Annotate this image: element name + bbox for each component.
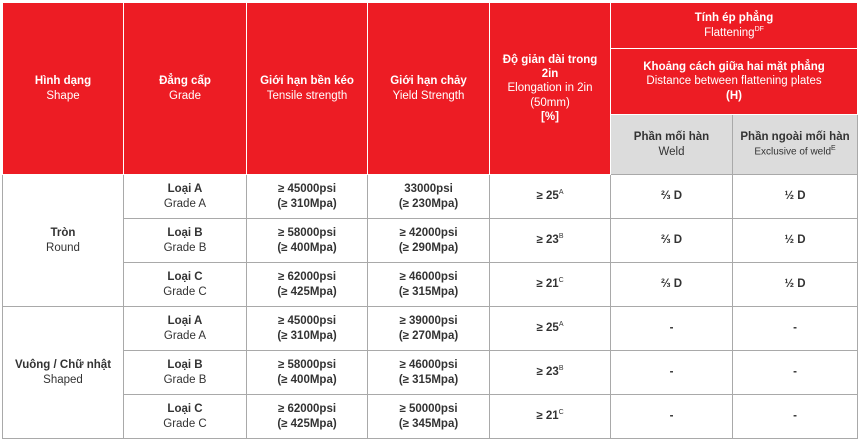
yield-cell — [368, 175, 490, 219]
header-exclusive-en: Exclusive of weld — [754, 146, 832, 158]
elongation-sup: C — [558, 277, 564, 285]
table-row — [3, 307, 858, 351]
yield-cell — [368, 395, 490, 439]
yield-mpa: (≥ 290Mpa) — [398, 241, 459, 254]
grade-vi: Loại A — [167, 315, 203, 328]
header-distance-unit: (H) — [726, 89, 742, 102]
header-elongation-unit: [%] — [541, 111, 559, 124]
table-row — [3, 175, 858, 219]
weld-cell — [611, 351, 733, 395]
tensile-psi: ≥ 45000psi — [277, 315, 337, 328]
tensile-psi: ≥ 58000psi — [277, 359, 337, 372]
elongation-sup: C — [558, 409, 564, 417]
tensile-cell — [247, 175, 368, 219]
tensile-cell — [247, 351, 368, 395]
grade-cell — [124, 219, 247, 263]
exclusive-value: - — [793, 410, 797, 423]
header-yield-vi: Giới hạn chảy — [390, 75, 467, 88]
shape-vi: Vuông / Chữ nhật — [14, 359, 112, 372]
header-distance-vi: Khoảng cách giữa hai mặt phẳng — [643, 60, 825, 73]
header-distance — [611, 49, 858, 115]
weld-cell — [611, 395, 733, 439]
exclusive-cell — [733, 351, 858, 395]
grade-cell — [124, 175, 247, 219]
grade-vi: Loại B — [167, 359, 203, 372]
elongation-cell — [490, 351, 611, 395]
header-tensile-vi: Giới hạn bền kéo — [260, 75, 354, 88]
header-exclusive — [733, 115, 858, 175]
header-grade-en: Grade — [169, 89, 201, 102]
exclusive-value: - — [793, 322, 797, 335]
weld-value: - — [669, 366, 674, 379]
elongation-value: ≥ 25 — [536, 322, 559, 335]
tensile-mpa: (≥ 400Mpa) — [277, 373, 337, 386]
weld-value: ⅔ D — [660, 190, 683, 203]
grade-cell — [124, 351, 247, 395]
shape-vi: Tròn — [50, 227, 76, 240]
tensile-psi: ≥ 45000psi — [277, 183, 337, 196]
tensile-psi: ≥ 58000psi — [277, 227, 337, 240]
exclusive-cell — [733, 263, 858, 307]
weld-value: ⅔ D — [660, 278, 683, 291]
shape-cell — [3, 307, 124, 439]
header-elongation-vi: Độ giản dài trong 2in — [502, 53, 598, 80]
tensile-cell — [247, 395, 368, 439]
elongation-sup: A — [558, 321, 564, 329]
grade-en: Grade A — [163, 329, 207, 342]
header-weld-en: Weld — [658, 145, 685, 158]
tensile-mpa: (≥ 425Mpa) — [277, 285, 337, 298]
header-shape-en: Shape — [46, 89, 80, 102]
header-elongation — [490, 3, 611, 175]
table-row — [3, 395, 858, 439]
elongation-cell — [490, 175, 611, 219]
elongation-value: ≥ 21 — [536, 278, 559, 291]
tensile-cell — [247, 219, 368, 263]
grade-vi: Loại C — [167, 271, 203, 284]
yield-cell — [368, 219, 490, 263]
header-exclusive-sup: E — [831, 144, 836, 152]
yield-mpa: (≥ 270Mpa) — [398, 329, 459, 342]
elongation-sup: B — [558, 365, 564, 373]
yield-mpa: (≥ 315Mpa) — [398, 285, 459, 298]
shape-cell — [3, 175, 124, 307]
header-yield — [368, 3, 490, 175]
tensile-psi: ≥ 62000psi — [277, 271, 337, 284]
shape-en: Round — [46, 241, 80, 254]
tensile-cell — [247, 263, 368, 307]
grade-vi: Loại B — [167, 227, 203, 240]
grade-cell — [124, 395, 247, 439]
elongation-cell — [490, 307, 611, 351]
table-row — [3, 219, 858, 263]
elongation-value: ≥ 23 — [536, 234, 559, 247]
weld-cell — [611, 263, 733, 307]
yield-mpa: (≥ 230Mpa) — [398, 197, 459, 210]
header-grade-vi: Đẳng cấp — [159, 75, 211, 88]
elongation-cell — [490, 263, 611, 307]
weld-value: - — [669, 410, 674, 423]
elongation-value: ≥ 21 — [536, 410, 559, 423]
tensile-mpa: (≥ 310Mpa) — [277, 197, 337, 210]
weld-value: - — [669, 322, 674, 335]
grade-cell — [124, 263, 247, 307]
tensile-cell — [247, 307, 368, 351]
elongation-cell — [490, 395, 611, 439]
header-weld-vi: Phần mối hàn — [633, 131, 710, 144]
header-exclusive-vi: Phần ngoài mối hàn — [740, 131, 850, 144]
elongation-cell — [490, 219, 611, 263]
yield-cell — [368, 351, 490, 395]
yield-psi: ≥ 50000psi — [399, 403, 458, 416]
grade-en: Grade C — [163, 417, 207, 430]
header-shape — [3, 3, 124, 175]
yield-mpa: (≥ 315Mpa) — [398, 373, 459, 386]
yield-psi: ≥ 42000psi — [399, 227, 458, 240]
header-tensile — [247, 3, 368, 175]
header-yield-en: Yield Strength — [392, 89, 465, 102]
exclusive-cell — [733, 395, 858, 439]
header-elongation-en: Elongation in 2in (50mm) — [507, 82, 593, 109]
header-flattening — [611, 3, 858, 49]
header-weld — [611, 115, 733, 175]
header-flattening-vi: Tính ép phẳng — [694, 12, 774, 25]
elongation-sup: B — [558, 233, 564, 241]
weld-cell — [611, 307, 733, 351]
exclusive-cell — [733, 219, 858, 263]
grade-vi: Loại A — [167, 183, 203, 196]
tensile-mpa: (≥ 400Mpa) — [277, 241, 337, 254]
exclusive-cell — [733, 175, 858, 219]
exclusive-cell — [733, 307, 858, 351]
header-flattening-sup: DF — [754, 25, 764, 33]
header-distance-en: Distance between flattening plates — [646, 75, 822, 88]
header-flattening-en: Flattening — [704, 26, 755, 39]
header-tensile-en: Tensile strength — [266, 89, 348, 102]
table-row — [3, 263, 858, 307]
tensile-psi: ≥ 62000psi — [277, 403, 337, 416]
exclusive-value: ½ D — [784, 278, 806, 291]
weld-cell — [611, 219, 733, 263]
table-row — [3, 351, 858, 395]
spec-table — [2, 2, 858, 439]
header-shape-vi: Hình dạng — [34, 75, 92, 88]
tensile-mpa: (≥ 425Mpa) — [277, 417, 337, 430]
grade-vi: Loại C — [167, 403, 203, 416]
yield-mpa: (≥ 345Mpa) — [398, 417, 459, 430]
grade-en: Grade B — [163, 241, 207, 254]
grade-en: Grade B — [163, 373, 207, 386]
yield-psi: ≥ 46000psi — [399, 359, 458, 372]
exclusive-value: - — [793, 366, 797, 379]
exclusive-value: ½ D — [784, 190, 806, 203]
yield-psi: 33000psi — [404, 183, 453, 196]
weld-value: ⅔ D — [660, 234, 683, 247]
grade-en: Grade A — [163, 197, 207, 210]
yield-cell — [368, 263, 490, 307]
header-grade — [124, 3, 247, 175]
yield-psi: ≥ 46000psi — [399, 271, 458, 284]
tensile-mpa: (≥ 310Mpa) — [277, 329, 337, 342]
weld-cell — [611, 175, 733, 219]
grade-cell — [124, 307, 247, 351]
yield-cell — [368, 307, 490, 351]
elongation-value: ≥ 23 — [536, 366, 559, 379]
yield-psi: ≥ 39000psi — [399, 315, 458, 328]
exclusive-value: ½ D — [784, 234, 806, 247]
shape-en: Shaped — [43, 373, 83, 386]
grade-en: Grade C — [163, 285, 207, 298]
elongation-sup: A — [558, 189, 564, 197]
elongation-value: ≥ 25 — [536, 190, 559, 203]
